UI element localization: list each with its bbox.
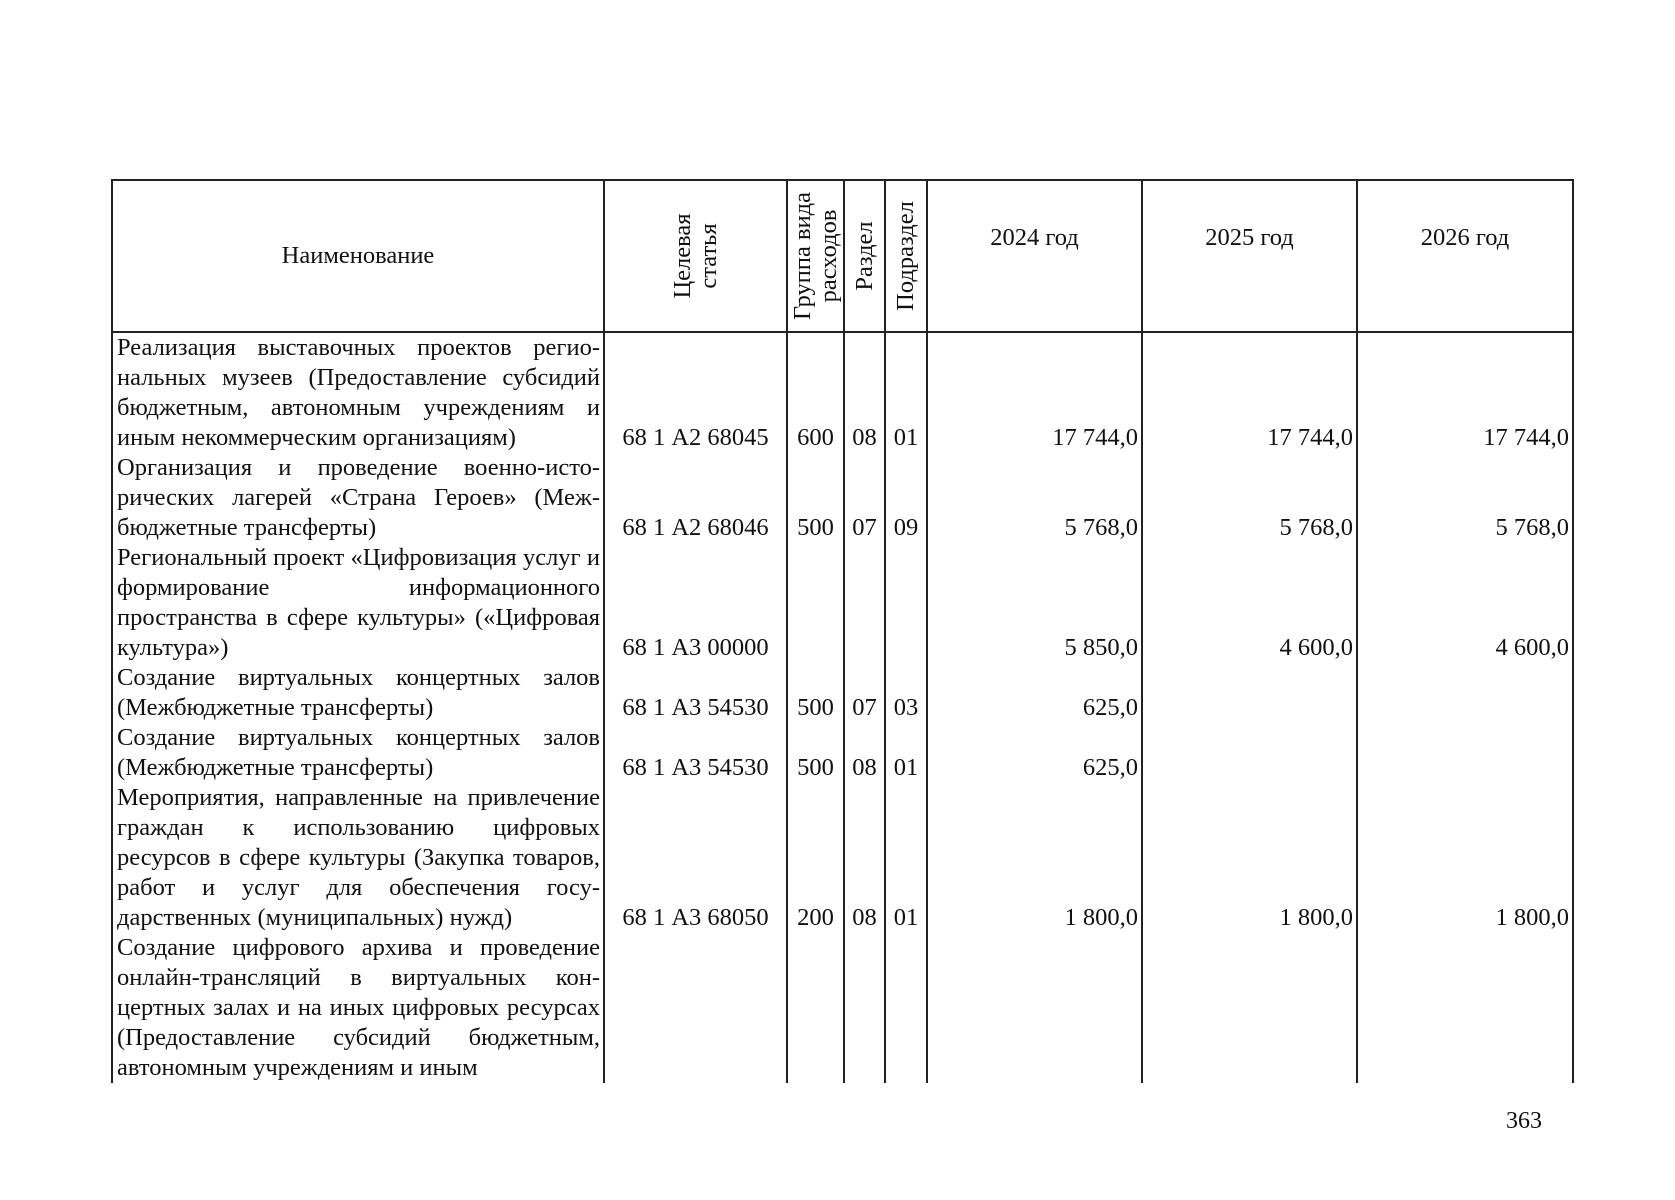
- row-amount-2024: 5 768,0: [927, 453, 1142, 543]
- row-amount-2026: 4 600,0: [1357, 543, 1573, 663]
- row-amount-2024: [927, 933, 1142, 1083]
- row-name: Создание виртуальных концертных залов (Межбюджетные трансферты): [112, 663, 604, 723]
- row-target-article: [604, 933, 787, 1083]
- row-subsection: 01: [885, 332, 927, 453]
- row-amount-2026: [1357, 933, 1573, 1083]
- row-amount-2026: [1357, 723, 1573, 783]
- row-amount-2026: 17 744,0: [1357, 332, 1573, 453]
- table-row: [112, 723, 1573, 783]
- row-target-article: 68 1 А2 68046: [604, 453, 787, 543]
- header-target-article: Целевая статья: [604, 180, 787, 332]
- row-subsection: 01: [885, 783, 927, 933]
- row-target-article: 68 1 А2 68045: [604, 332, 787, 453]
- table-row: [112, 933, 1573, 1083]
- row-section: [844, 543, 885, 663]
- row-subsection: [885, 543, 927, 663]
- table-row: [112, 332, 1573, 453]
- row-section: 08: [844, 332, 885, 453]
- row-section: 07: [844, 453, 885, 543]
- header-name: Наименование: [112, 180, 604, 332]
- table-row: [112, 663, 1573, 723]
- row-amount-2025: [1142, 933, 1357, 1083]
- row-subsection: 03: [885, 663, 927, 723]
- row-name: Реализация выставочных проектов региональных музеев (Предоставление субсидий бюджетным, автономным учреждениям и иным некоммерческим организациям): [112, 332, 604, 453]
- row-section: 08: [844, 723, 885, 783]
- row-amount-2024: 17 744,0: [927, 332, 1142, 453]
- table-row: [112, 453, 1573, 543]
- row-expense-group: 200: [787, 783, 844, 933]
- row-amount-2025: 5 768,0: [1142, 453, 1357, 543]
- header-year-2024: 2024 год: [927, 180, 1142, 332]
- header-section: Раздел: [844, 180, 885, 332]
- row-amount-2025: 17 744,0: [1142, 332, 1357, 453]
- page-number: 363: [1506, 1108, 1542, 1134]
- row-expense-group: 500: [787, 453, 844, 543]
- row-name: Создание виртуальных концертных залов (Межбюджетные трансферты): [112, 723, 604, 783]
- row-name: Региональный проект «Цифровизация услуг и формирование информационного пространства в сфере культуры» («Цифровая культура»): [112, 543, 604, 663]
- table-row: [112, 783, 1573, 933]
- row-subsection: 09: [885, 453, 927, 543]
- row-amount-2025: [1142, 663, 1357, 723]
- header-year-2025: 2025 год: [1142, 180, 1357, 332]
- row-amount-2025: 4 600,0: [1142, 543, 1357, 663]
- row-amount-2026: 5 768,0: [1357, 453, 1573, 543]
- row-expense-group: 500: [787, 723, 844, 783]
- row-name: Создание цифрового архива и проведение онлайн-трансляций в виртуальных концертных залах и на иных цифровых ресурсах (Предоставление субсидий бюджетным, автономным учреждениям и иным: [112, 933, 604, 1083]
- header-subsection: Подраздел: [885, 180, 927, 332]
- row-amount-2024: 625,0: [927, 663, 1142, 723]
- row-amount-2025: [1142, 723, 1357, 783]
- row-name: Организация и проведение военно-исторических лагерей «Страна Героев» (Межбюджетные трансферты): [112, 453, 604, 543]
- row-expense-group: 500: [787, 663, 844, 723]
- row-subsection: 01: [885, 723, 927, 783]
- row-subsection: [885, 933, 927, 1083]
- row-expense-group: 600: [787, 332, 844, 453]
- row-section: 08: [844, 783, 885, 933]
- row-target-article: 68 1 А3 00000: [604, 543, 787, 663]
- budget-table: [111, 179, 1574, 1083]
- row-amount-2025: 1 800,0: [1142, 783, 1357, 933]
- row-amount-2026: [1357, 663, 1573, 723]
- row-section: 07: [844, 663, 885, 723]
- row-amount-2024: 1 800,0: [927, 783, 1142, 933]
- row-target-article: 68 1 А3 68050: [604, 783, 787, 933]
- table-header-row: [112, 180, 1573, 332]
- header-year-2026: 2026 год: [1357, 180, 1573, 332]
- row-expense-group: [787, 933, 844, 1083]
- row-amount-2024: 625,0: [927, 723, 1142, 783]
- header-expense-group: Группа вида расходов: [787, 180, 844, 332]
- row-target-article: 68 1 А3 54530: [604, 663, 787, 723]
- row-section: [844, 933, 885, 1083]
- table-row: [112, 543, 1573, 663]
- row-expense-group: [787, 543, 844, 663]
- row-name: Мероприятия, направленные на привлечение граждан к использованию цифровых ресурсов в сфере культуры (Закупка товаров, работ и услуг для обеспечения государственных (муниципальных) нужд): [112, 783, 604, 933]
- row-amount-2026: 1 800,0: [1357, 783, 1573, 933]
- row-amount-2024: 5 850,0: [927, 543, 1142, 663]
- row-target-article: 68 1 А3 54530: [604, 723, 787, 783]
